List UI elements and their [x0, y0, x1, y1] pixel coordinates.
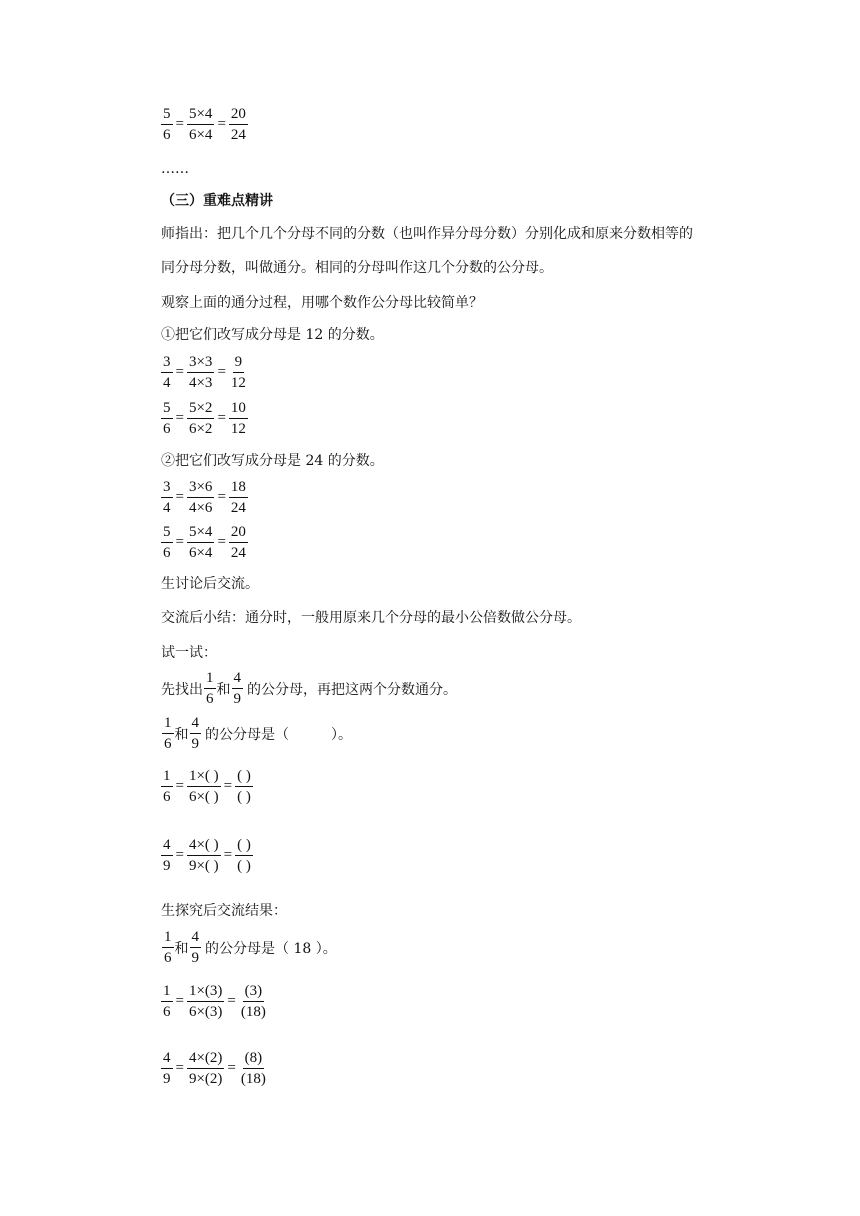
paragraph-definition-line1: 师指出：把几个几个分母不同的分数（也叫作异分母分数）分别化成和原来分数相等的 [161, 226, 693, 242]
fraction: $\frac{5}{6}$ [163, 524, 171, 561]
paragraph-definition-line2: 同分母分数，叫做通分。相同的分母叫作这几个分数的公分母。 [161, 260, 553, 276]
equation-top: $\frac{5}{6}$ = $\frac{5\times 4}{6\times 4}$ = $\frac{20}{24}$ [163, 106, 246, 143]
ellipsis: …… [161, 161, 189, 177]
section-heading: （三）重难点精讲 [161, 193, 273, 209]
fraction: $\frac{1\times(3)}{6\times(3)}$ [188, 983, 223, 1020]
fraction: $\frac{( )}{( )}$ [237, 768, 251, 805]
equation-12b: $\frac{5}{6}$ = $\frac{5\times 2}{6\times 2}$ = $\frac{10}{12}$ [163, 400, 246, 437]
common-denominator-answer: $\frac{1}{6}$ 和 $\frac{4}{9}$ 的公分母是（ 18 ）。 [164, 929, 337, 966]
fraction: $\frac{5}{6}$ [163, 106, 171, 143]
fraction: $\frac{4\times(2)}{9\times(2)}$ [188, 1050, 223, 1087]
summary-text: 交流后小结：通分时，一般用原来几个分母的最小公倍数做公分母。 [161, 610, 581, 626]
blank-equation-1: $\frac{1}{6}$ = $\frac{1\times( )}{6\times( )}$ = $\frac{( )}{( )}$ [163, 768, 251, 805]
step-1: ①把它们改写成分母是 12 的分数。 [161, 327, 384, 343]
equation-24b: $\frac{5}{6}$ = $\frac{5\times 4}{6\times 4}$ = $\frac{20}{24}$ [163, 524, 246, 561]
equation-24a: $\frac{3}{4}$ = $\frac{3\times 6}{4\times 6}$ = $\frac{18}{24}$ [163, 479, 246, 516]
fraction: $\frac{9}{12}$ [230, 354, 246, 391]
fraction: $\frac{5\times 2}{6\times 2}$ [188, 400, 213, 437]
fraction: $\frac{( )}{( )}$ [237, 837, 251, 874]
fraction: $\frac{(8)}{(18)}$ [240, 1050, 266, 1087]
answer-equation-2: $\frac{4}{9}$ = $\frac{4\times(2)}{9\times(2)}$ = $\frac{(8)}{(18)}$ [163, 1050, 266, 1087]
fraction: $\frac{1}{6}$ [163, 983, 171, 1020]
fraction: $\frac{18}{24}$ [230, 479, 246, 516]
fraction: $\frac{3\times 3}{4\times 3}$ [188, 354, 213, 391]
fraction: $\frac{4\times( )}{9\times( )}$ [188, 837, 219, 874]
fraction: $\frac{3}{4}$ [163, 479, 171, 516]
step-2: ②把它们改写成分母是 24 的分数。 [161, 453, 384, 469]
discussion-text: 生讨论后交流。 [161, 576, 259, 592]
fraction: $\frac{4}{9}$ [233, 670, 241, 707]
fraction: $\frac{4}{9}$ [191, 929, 199, 966]
fraction: $\frac{4}{9}$ [163, 1050, 171, 1087]
fraction: $\frac{4}{9}$ [191, 715, 199, 752]
blank-equation-2: $\frac{4}{9}$ = $\frac{4\times( )}{9\times( )}$ = $\frac{( )}{( )}$ [163, 837, 251, 874]
result-label: 生探究后交流结果： [161, 903, 287, 919]
fraction: $\frac{1}{6}$ [164, 715, 172, 752]
common-denominator-question: $\frac{1}{6}$ 和 $\frac{4}{9}$ 的公分母是（ ）。 [164, 715, 352, 752]
fraction: $\frac{20}{24}$ [230, 524, 246, 561]
fraction: $\frac{10}{12}$ [230, 400, 246, 437]
fraction: $\frac{5}{6}$ [163, 400, 171, 437]
fraction: $\frac{5\times 4}{6\times 4}$ [188, 106, 213, 143]
equation-12a: $\frac{3}{4}$ = $\frac{3\times 3}{4\times 3}$ = $\frac{9}{12}$ [163, 354, 246, 391]
try-label: 试一试： [161, 645, 217, 661]
fraction: $\frac{1}{6}$ [206, 670, 214, 707]
fraction: $\frac{1}{6}$ [164, 929, 172, 966]
try-question: 先找出 $\frac{1}{6}$ 和 $\frac{4}{9}$ 的公分母，再把这两个分数通分。 [161, 670, 457, 707]
fraction: $\frac{20}{24}$ [230, 106, 246, 143]
fraction: $\frac{3\times 6}{4\times 6}$ [188, 479, 213, 516]
fraction: $\frac{1\times( )}{6\times( )}$ [188, 768, 219, 805]
fraction: $\frac{(3)}{(18)}$ [240, 983, 266, 1020]
fraction: $\frac{4}{9}$ [163, 837, 171, 874]
answer-equation-1: $\frac{1}{6}$ = $\frac{1\times(3)}{6\times(3)}$ = $\frac{(3)}{(18)}$ [163, 983, 266, 1020]
paragraph-question: 观察上面的通分过程，用哪个数作公分母比较简单？ [161, 295, 483, 311]
fraction: $\frac{3}{4}$ [163, 354, 171, 391]
fraction: $\frac{5\times 4}{6\times 4}$ [188, 524, 213, 561]
fraction: $\frac{1}{6}$ [163, 768, 171, 805]
